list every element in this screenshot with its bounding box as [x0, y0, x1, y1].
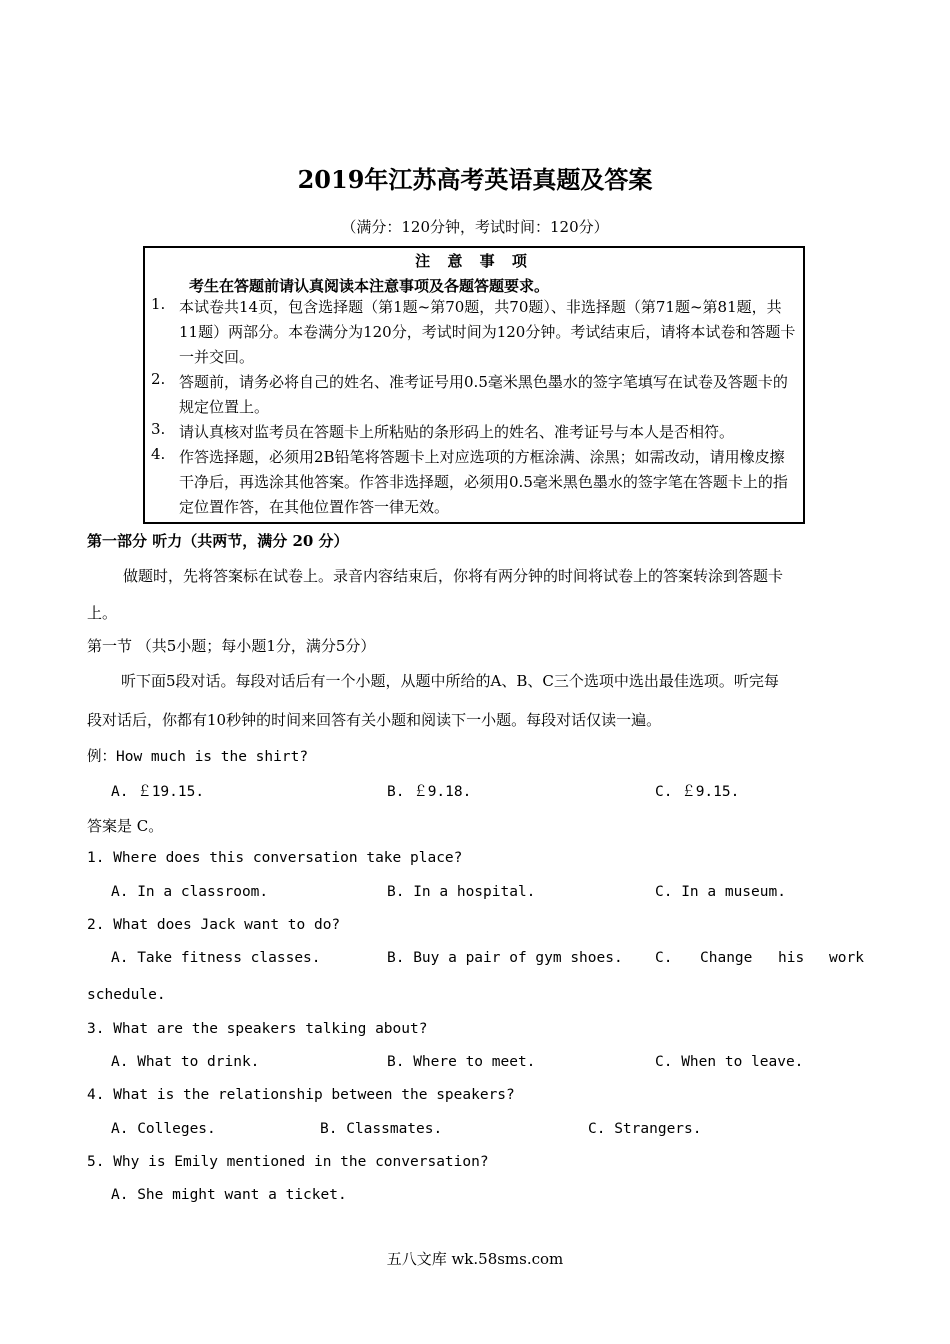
notice-item-text: 作答选择题，必须用2B铅笔将答题卡上对应选项的方框涂满、涂黑；如需改动，请用橡皮擦干净后，再选涂其他答案。作答非选择题，必须用0.5毫米黑色墨水的签字笔在答题卡上的指定位置作答，在其他位置作答一律无效。: [179, 448, 788, 516]
notice-item: [151, 370, 797, 420]
section1-instruction: 听下面5段对话。每段对话后有一个小题，从题中所给的A、B、C三个选项中选出最佳选项。听完每: [121, 672, 779, 690]
q2-option-c-word: Change: [700, 950, 753, 966]
question-4: 4. What is the relationship between the speakers?: [87, 1087, 515, 1103]
q4-option-b: B. Classmates.: [320, 1121, 443, 1137]
q1-option-a: A. In a classroom.: [111, 884, 269, 900]
notice-item: [151, 420, 797, 445]
q3-option-c: C. When to leave.: [655, 1054, 804, 1070]
q1-option-b: B. In a hospital.: [387, 884, 536, 900]
question-1: 1. Where does this conversation take place?: [87, 850, 463, 866]
notice-intro: 考生在答题前请认真阅读本注意事项及各题答题要求。: [189, 277, 550, 295]
q4-option-a: A. Colleges.: [111, 1121, 216, 1137]
notice-box: [143, 246, 805, 524]
q2-option-c-word: work: [829, 950, 864, 966]
part1-instruction-cont: 上。: [87, 604, 118, 622]
section1-heading: 第一节 （共5小题；每小题1分，满分5分）: [87, 637, 376, 655]
q3-option-a: A. What to drink.: [111, 1054, 260, 1070]
q2-option-c-letter: C.: [655, 950, 673, 966]
page-title: 2019年江苏高考英语真题及答案: [297, 165, 653, 194]
notice-item: [151, 295, 797, 370]
q3-option-b: B. Where to meet.: [387, 1054, 536, 1070]
notice-item-number: 3.: [151, 420, 166, 438]
q4-option-c: C. Strangers.: [588, 1121, 702, 1137]
q2-option-a: A. Take fitness classes.: [111, 950, 321, 966]
notice-item-number: 4.: [151, 445, 166, 463]
q2-option-c-wrap: schedule.: [87, 987, 166, 1003]
question-2: 2. What does Jack want to do?: [87, 917, 341, 933]
question-5: 5. Why is Emily mentioned in the conversation?: [87, 1154, 489, 1170]
example-option-b: B. ￡9.18.: [387, 784, 472, 800]
notice-heading: 注 意 事 项: [415, 252, 533, 270]
section1-instruction-cont: 段对话后，你都有10秒钟的时间来回答有关小题和阅读下一小题。每段对话仅读一遍。: [87, 711, 662, 729]
notice-item-number: 1.: [151, 295, 166, 313]
notice-item-number: 2.: [151, 370, 166, 388]
page-footer: 五八文库 wk.58sms.com: [386, 1250, 564, 1268]
notice-item-text: 本试卷共14页，包含选择题（第1题~第70题，共70题）、非选择题（第71题~第81题，共11题）两部分。本卷满分为120分，考试时间为120分钟。考试结束后，请将本试卷和答题卡一并交回。: [179, 298, 796, 366]
question-3: 3. What are the speakers talking about?: [87, 1021, 428, 1037]
example-answer: 答案是 C。: [87, 817, 164, 835]
example-question: 例：How much is the shirt?: [87, 749, 309, 765]
part1-heading: 第一部分 听力（共两节，满分 20 分）: [87, 532, 349, 550]
notice-item-text: 请认真核对监考员在答题卡上所粘贴的条形码上的姓名、准考证号与本人是否相符。: [179, 423, 735, 441]
q2-option-b: B. Buy a pair of gym shoes.: [387, 950, 623, 966]
example-option-c: C. ￡9.15.: [655, 784, 740, 800]
q5-option-a: A. She might want a ticket.: [111, 1187, 347, 1203]
q1-option-c: C. In a museum.: [655, 884, 786, 900]
exam-subtitle: （满分：120分钟，考试时间：120分）: [341, 218, 609, 236]
notice-item: [151, 445, 797, 520]
example-option-a: A. ￡19.15.: [111, 784, 205, 800]
part1-instruction: 做题时，先将答案标在试卷上。录音内容结束后，你将有两分钟的时间将试卷上的答案转涂到答题卡: [123, 567, 784, 585]
q2-option-c-word: his: [778, 950, 805, 966]
notice-item-text: 答题前，请务必将自己的姓名、准考证号用0.5毫米黑色墨水的签字笔填写在试卷及答题卡的规定位置上。: [179, 373, 788, 416]
